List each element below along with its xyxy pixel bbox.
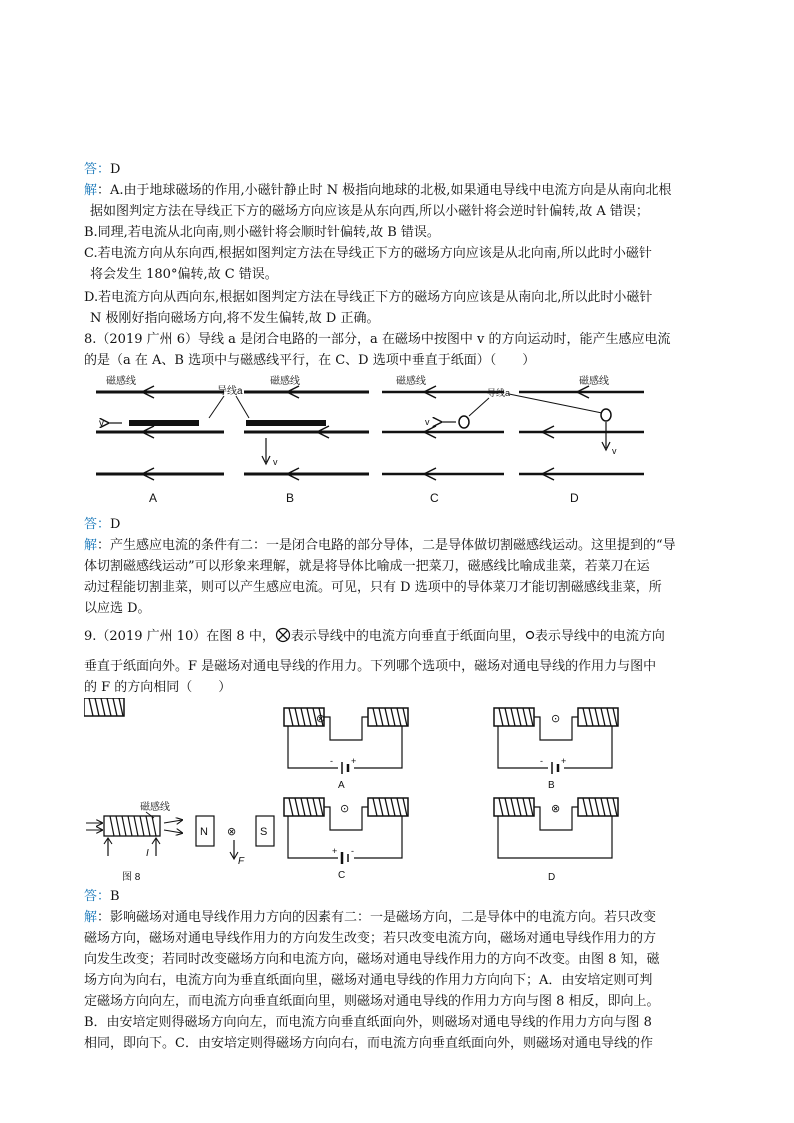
option-label-d: D [570, 491, 579, 505]
wire-in-symbol-fig8: ⊗ [227, 826, 237, 838]
svg-text:导线a: 导线a [217, 386, 243, 397]
circuit-option-b [494, 708, 618, 791]
dot-circle-icon [525, 629, 535, 641]
field-panel-c [382, 374, 504, 505]
wire-in-symbol-d: ⊗ [551, 803, 561, 815]
option-label-a: A [338, 780, 345, 791]
q9-exp-line-4: 场方向为向右，电流方向为垂直纸面向里，磁场对通电导线的作用力方向向下；A．由安培定则可判 [84, 973, 653, 988]
field-label-a: 磁感线 [106, 376, 136, 387]
battery-minus-a: - [330, 756, 333, 766]
answer-value: B [110, 889, 120, 904]
option-label-c: C [430, 491, 439, 505]
explanation-label: 解 [84, 910, 98, 925]
q8-figure [84, 370, 714, 510]
q9-answer [84, 887, 714, 907]
q8-exp-line-3: 动过程能切割韭菜，则可以产生感应电流。可见，只有 D 选项中的导体菜刀才能切割磁感线韭菜，所 [84, 580, 662, 595]
option-label-a: A [149, 491, 158, 505]
q7-exp-text-1: ：A.由于地球磁场的作用,小磁针静止时 N 极指向地球的北极,如果通电导线中电流方向是从南向北根 [97, 183, 672, 198]
q7-answer [84, 160, 714, 180]
wire-label-left [209, 384, 249, 418]
q9-exp-line-7: 相同，即向下。C．由安培定则得磁场方向向右，而电流方向垂直纸面向外，则磁场对通电导线的作 [84, 1036, 653, 1051]
figure-8 [86, 800, 274, 883]
field-label-c: 磁感线 [396, 376, 426, 387]
field-label-b: 磁感线 [270, 376, 300, 387]
velocity-label-d: v [612, 446, 617, 456]
q9-stem-a: 9.（2019 广州 10）在图 8 中， [84, 629, 275, 644]
answer-value: D [110, 517, 121, 532]
q9-exp-text-1: ：影响磁场对通电导线作用力方向的因素有二：一是磁场方向，二是导体中的电流方向。若只改变 [97, 910, 657, 925]
magnet-n-label: N [200, 826, 208, 838]
q9-stem-c: 表示导线中的电流方向 [534, 629, 665, 644]
circuit-option-a [284, 708, 408, 791]
q9-exp-line-2: 磁场方向，磁场对通电导线作用力的方向发生改变；若只改变电流方向，磁场对通电导线作用力的方 [84, 931, 657, 946]
q9-figure [84, 698, 714, 888]
circuit-option-d [494, 798, 618, 883]
q9-stem-b: 表示导线中的电流方向垂直于纸面向里， [290, 629, 525, 644]
answer-value: D [110, 162, 121, 177]
field-panel-d [519, 374, 644, 505]
answer-label: 答： [84, 517, 111, 532]
circuit-option-c [284, 798, 408, 881]
figure-caption: 图 8 [122, 872, 141, 883]
wire-out-symbol-b: ⊙ [551, 713, 561, 725]
svg-text:导线a: 导线a [487, 388, 511, 398]
q9-stem-line-3: 的 F 的方向相同（ ） [84, 680, 232, 695]
option-label-b: B [286, 491, 295, 505]
q8-exp-line-4: 以应选 D。 [84, 601, 151, 616]
force-label: F [238, 856, 245, 867]
q7-exp-line-7: N 极刚好指向磁场方向,将不发生偏转,故 D 正确。 [90, 311, 380, 326]
coil [84, 698, 124, 716]
wire-in-symbol-a: ⊗ [316, 713, 326, 725]
battery-plus-c: + [332, 846, 338, 856]
magnet-s-label: S [260, 826, 268, 838]
battery-minus-c: - [351, 846, 354, 856]
battery-minus-b: - [540, 756, 543, 766]
velocity-label-a: v [99, 418, 104, 429]
current-label: I [146, 848, 149, 859]
q9-exp-line-6: B．由安培定则得磁场方向向左，而电流方向垂直纸面向外，则磁场对通电导线的作用力方向与图 8 [84, 1015, 652, 1030]
q8-exp-line-1 [84, 536, 714, 556]
q9-stem-line-1 [84, 627, 714, 647]
option-label-d: D [548, 872, 556, 883]
velocity-label-c: v [425, 417, 430, 427]
q8-exp-text-1: ：产生感应电流的条件有二：一是闭合电路的部分导体，二是导体做切割磁感线运动。这里提到的“导 [97, 538, 676, 553]
q7-exp-line-3: B.同理,若电流从北向南,则小磁针将会顺时针偏转,故 B 错误。 [84, 225, 440, 240]
explanation-label: 解 [84, 538, 98, 553]
velocity-label-b: v [273, 457, 278, 467]
q7-exp-line-2: 据如图判定方法在导线正下方的磁场方向应该是从东向西,所以小磁针将会逆时针偏转,故 A 错误； [90, 204, 649, 219]
field-label-fig8: 磁感线 [140, 802, 170, 813]
battery-plus-a: + [351, 756, 357, 766]
q9-stem-line-2: 垂直于纸面向外。F 是磁场对通电导线的作用力。下列哪个选项中，磁场对通电导线的作用力与图中 [84, 659, 657, 674]
cross-circle-icon [275, 627, 291, 643]
explanation-label: 解 [84, 183, 98, 198]
q7-exp-line-4: C.若电流方向从东向西,根据如图判定方法在导线正下方的磁场方向应该是从北向南,所以此时小磁针 [84, 246, 652, 261]
battery-plus-b: + [561, 756, 567, 766]
option-label-c: C [338, 870, 346, 881]
q9-exp-line-3: 向发生改变；若同时改变磁场方向和电流方向，磁场对通电导线作用力的方向不改变。由图 8 知，磁 [84, 952, 660, 967]
q9-exp-line-1 [84, 908, 714, 928]
answer-label: 答： [84, 889, 111, 904]
q8-exp-line-2: 体切割磁感线运动”可以形象来理解，就是将导体比喻成一把菜刀，磁感线比喻成韭菜，若菜刀在运 [84, 559, 650, 574]
q7-exp-line-6: D.若电流方向从西向东,根据如图判定方法在导线正下方的磁场方向应该是从南向北,所以此时小磁针 [84, 290, 653, 305]
q7-exp-line-1 [84, 181, 714, 201]
q9-exp-line-5: 定磁场方向向左，而电流方向垂直纸面向里，则磁场对通电导线的作用力方向与图 8 相反，即向上。 [84, 994, 660, 1009]
field-panel-b [244, 374, 369, 505]
answer-label: 答： [84, 162, 111, 177]
q8-stem-line-2: 的是（a 在 A、B 选项中与磁感线平行，在 C、D 选项中垂直于纸面）（ ） [84, 353, 536, 368]
q7-exp-line-5: 将会发生 180°偏转,故 C 错误。 [90, 267, 278, 282]
field-panel-a [96, 374, 224, 505]
q8-stem-line-1: 8.（2019 广州 6）导线 a 是闭合电路的一部分，a 在磁场中按图中 v 的方向运动时，能产生感应电流 [84, 332, 671, 347]
option-label-b: B [548, 780, 555, 791]
field-label-d: 磁感线 [579, 376, 609, 387]
wire-out-symbol-c: ⊙ [340, 803, 350, 815]
q8-answer [84, 515, 714, 535]
